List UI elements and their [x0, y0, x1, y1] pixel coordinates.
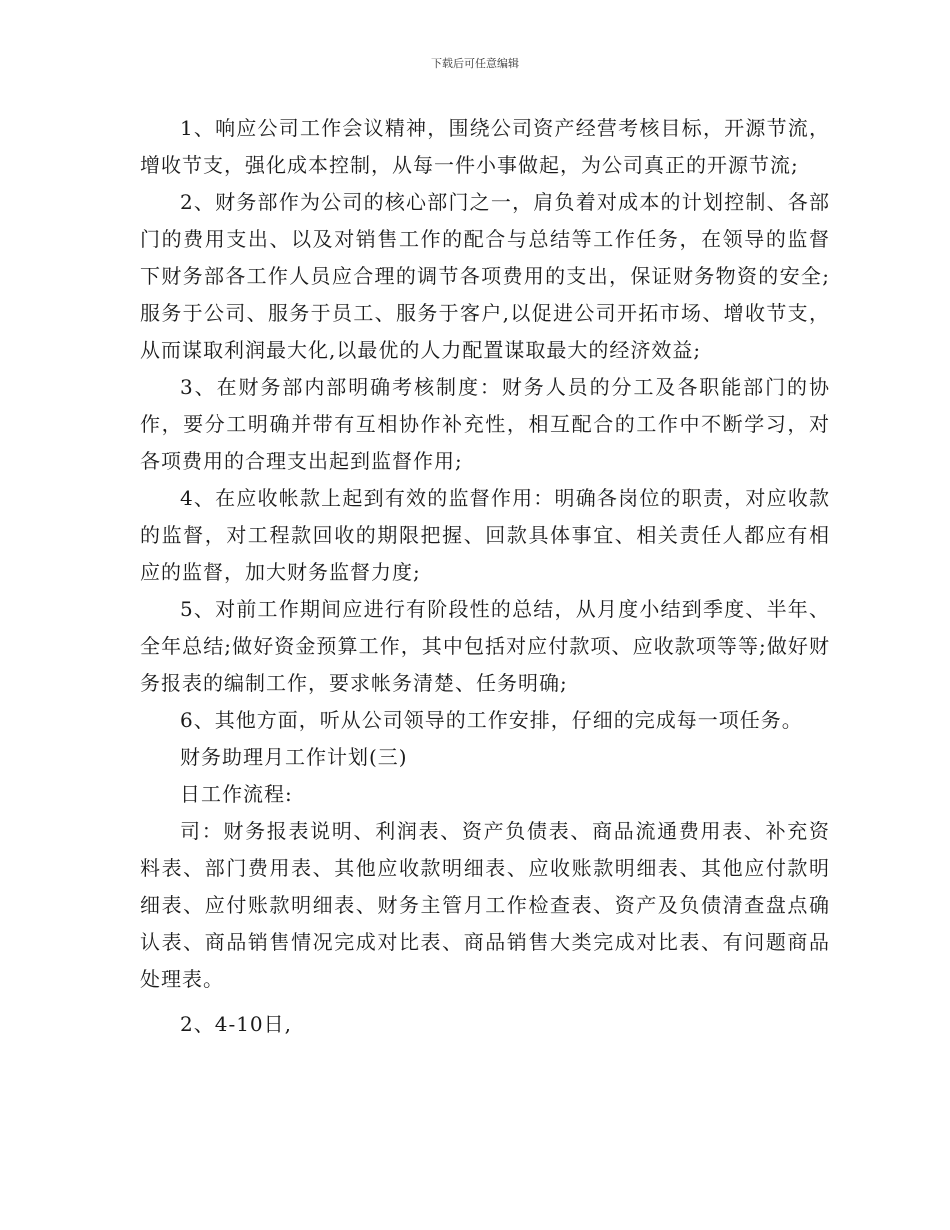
subheading-daily-flow: 日工作流程: [180, 782, 293, 806]
paragraph-1: 1、响应公司工作会议精神，围绕公司资产经营考核目标，开源节流，增收节支，强化成本控制，从每一件小事做起，为公司真正的开源节流; [140, 116, 830, 177]
document-body [140, 110, 830, 1043]
paragraph-5: 5、对前工作期间应进行有阶段性的总结，从月度小结到季度、半年、全年总结;做好资金预算工作，其中包括对应付款项、应收款项等等;做好财务报表的编制工作，要求帐务清楚、任务明确; [140, 597, 830, 695]
paragraph-4: 4、在应收帐款上起到有效的监督作用：明确各岗位的职责，对应收款的监督，对工程款回收的期限把握、回款具体事宜、相关责任人都应有相应的监督，加大财务监督力度; [140, 486, 830, 584]
section-heading: 财务助理月工作计划(三) [180, 745, 408, 769]
paragraph-3: 3、在财务部内部明确考核制度：财务人员的分工及各职能部门的协作，要分工明确并带有互相协作补充性，相互配合的工作中不断学习，对各项费用的合理支出起到监督作用; [140, 375, 830, 473]
header-note: 下载后可任意编辑 [431, 57, 519, 70]
paragraph-6: 6、其他方面，听从公司领导的工作安排，仔细的完成每一项任务。 [180, 708, 803, 732]
paragraph-report-list: 司：财务报表说明、利润表、资产负债表、商品流通费用表、补充资料表、部门费用表、其他应收款明细表、应收账款明细表、其他应付款明细表、应付账款明细表、财务主管月工作检查表、资产及负债清查盘点确认表、商品销售情况完成对比表、商品销售大类完成对比表、有问题商品处理表。 [140, 819, 830, 991]
paragraph-date-range: 2、4-10日, [180, 1012, 293, 1036]
paragraph-2: 2、财务部作为公司的核心部门之一，肩负着对成本的计划控制、各部门的费用支出、以及对销售工作的配合与总结等工作任务，在领导的监督下财务部各工作人员应合理的调节各项费用的支出，保证财务物资的安全;服务于公司、服务于员工、服务于客户,以促进公司开拓市场、增收节支，从而谋取利润最大化,以最优的人力配置谋取最大的经济效益; [140, 190, 830, 362]
